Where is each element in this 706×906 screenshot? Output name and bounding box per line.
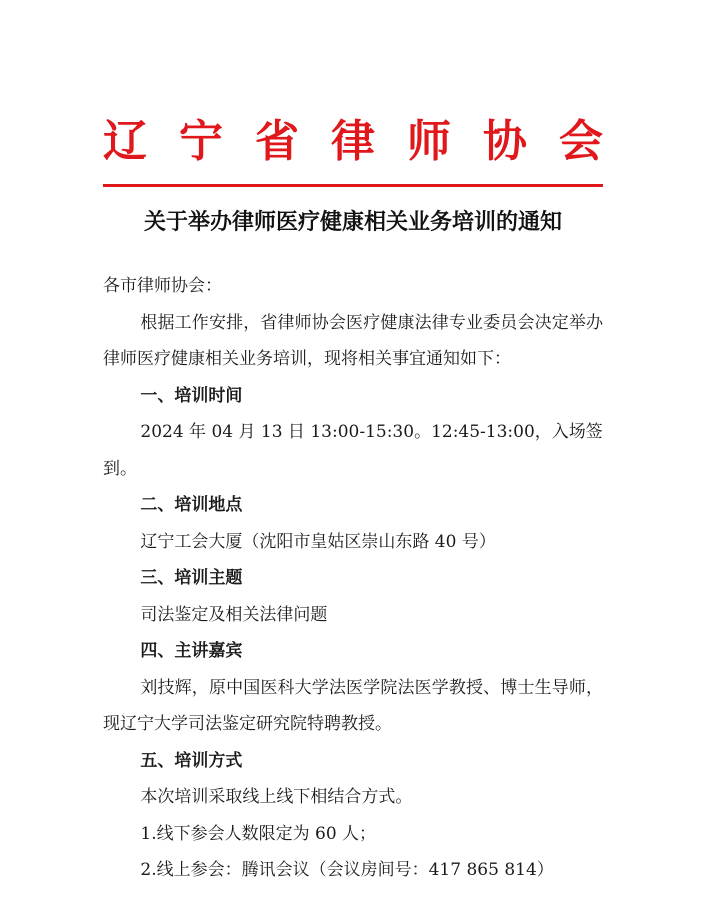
section-heading-format: 五、培训方式 bbox=[140, 750, 243, 771]
section-heading-speaker: 四、主讲嘉宾 bbox=[140, 641, 243, 661]
intro-paragraph: 根据工作安排，省律师协会医疗健康法律专业委员会决定举办律师医疗健康相关业务培训，现将相关事宜通知如下： bbox=[103, 312, 603, 369]
section-body-speaker: 刘技辉，原中国医科大学法医学院法医学教授、博士生导师，现辽宁大学司法鉴定研究院特聘教授。 bbox=[103, 677, 603, 734]
section-body-time: 2024 年 04 月 13 日 13:00-15:30。12:45-13:00，入场签到。 bbox=[103, 422, 603, 479]
format-item-offline: 1.线下参会人数限定为 60 人； bbox=[140, 823, 377, 844]
section-heading-topic: 三、培训主题 bbox=[140, 568, 243, 588]
section-heading-location: 二、培训地点 bbox=[140, 495, 243, 515]
letterhead-red-rule bbox=[103, 184, 603, 187]
format-item-online: 2.线上参会：腾讯会议（会议房间号：417 865 814） bbox=[140, 860, 554, 880]
section-heading-time: 一、培训时间 bbox=[140, 385, 243, 406]
notice-title: 关于举办律师医疗健康相关业务培训的通知 bbox=[143, 209, 562, 235]
section-body-location: 辽宁工会大厦（沈阳市皇姑区崇山东路 40 号） bbox=[140, 531, 496, 552]
salutation: 各市律师协会： bbox=[103, 276, 222, 296]
letterhead-org-name: 辽宁省律师协会 bbox=[103, 116, 603, 167]
section-body-format: 本次培训采取线上线下相结合方式。 bbox=[140, 787, 413, 807]
notice-body bbox=[103, 268, 603, 889]
section-body-topic: 司法鉴定及相关法律问题 bbox=[140, 604, 328, 625]
